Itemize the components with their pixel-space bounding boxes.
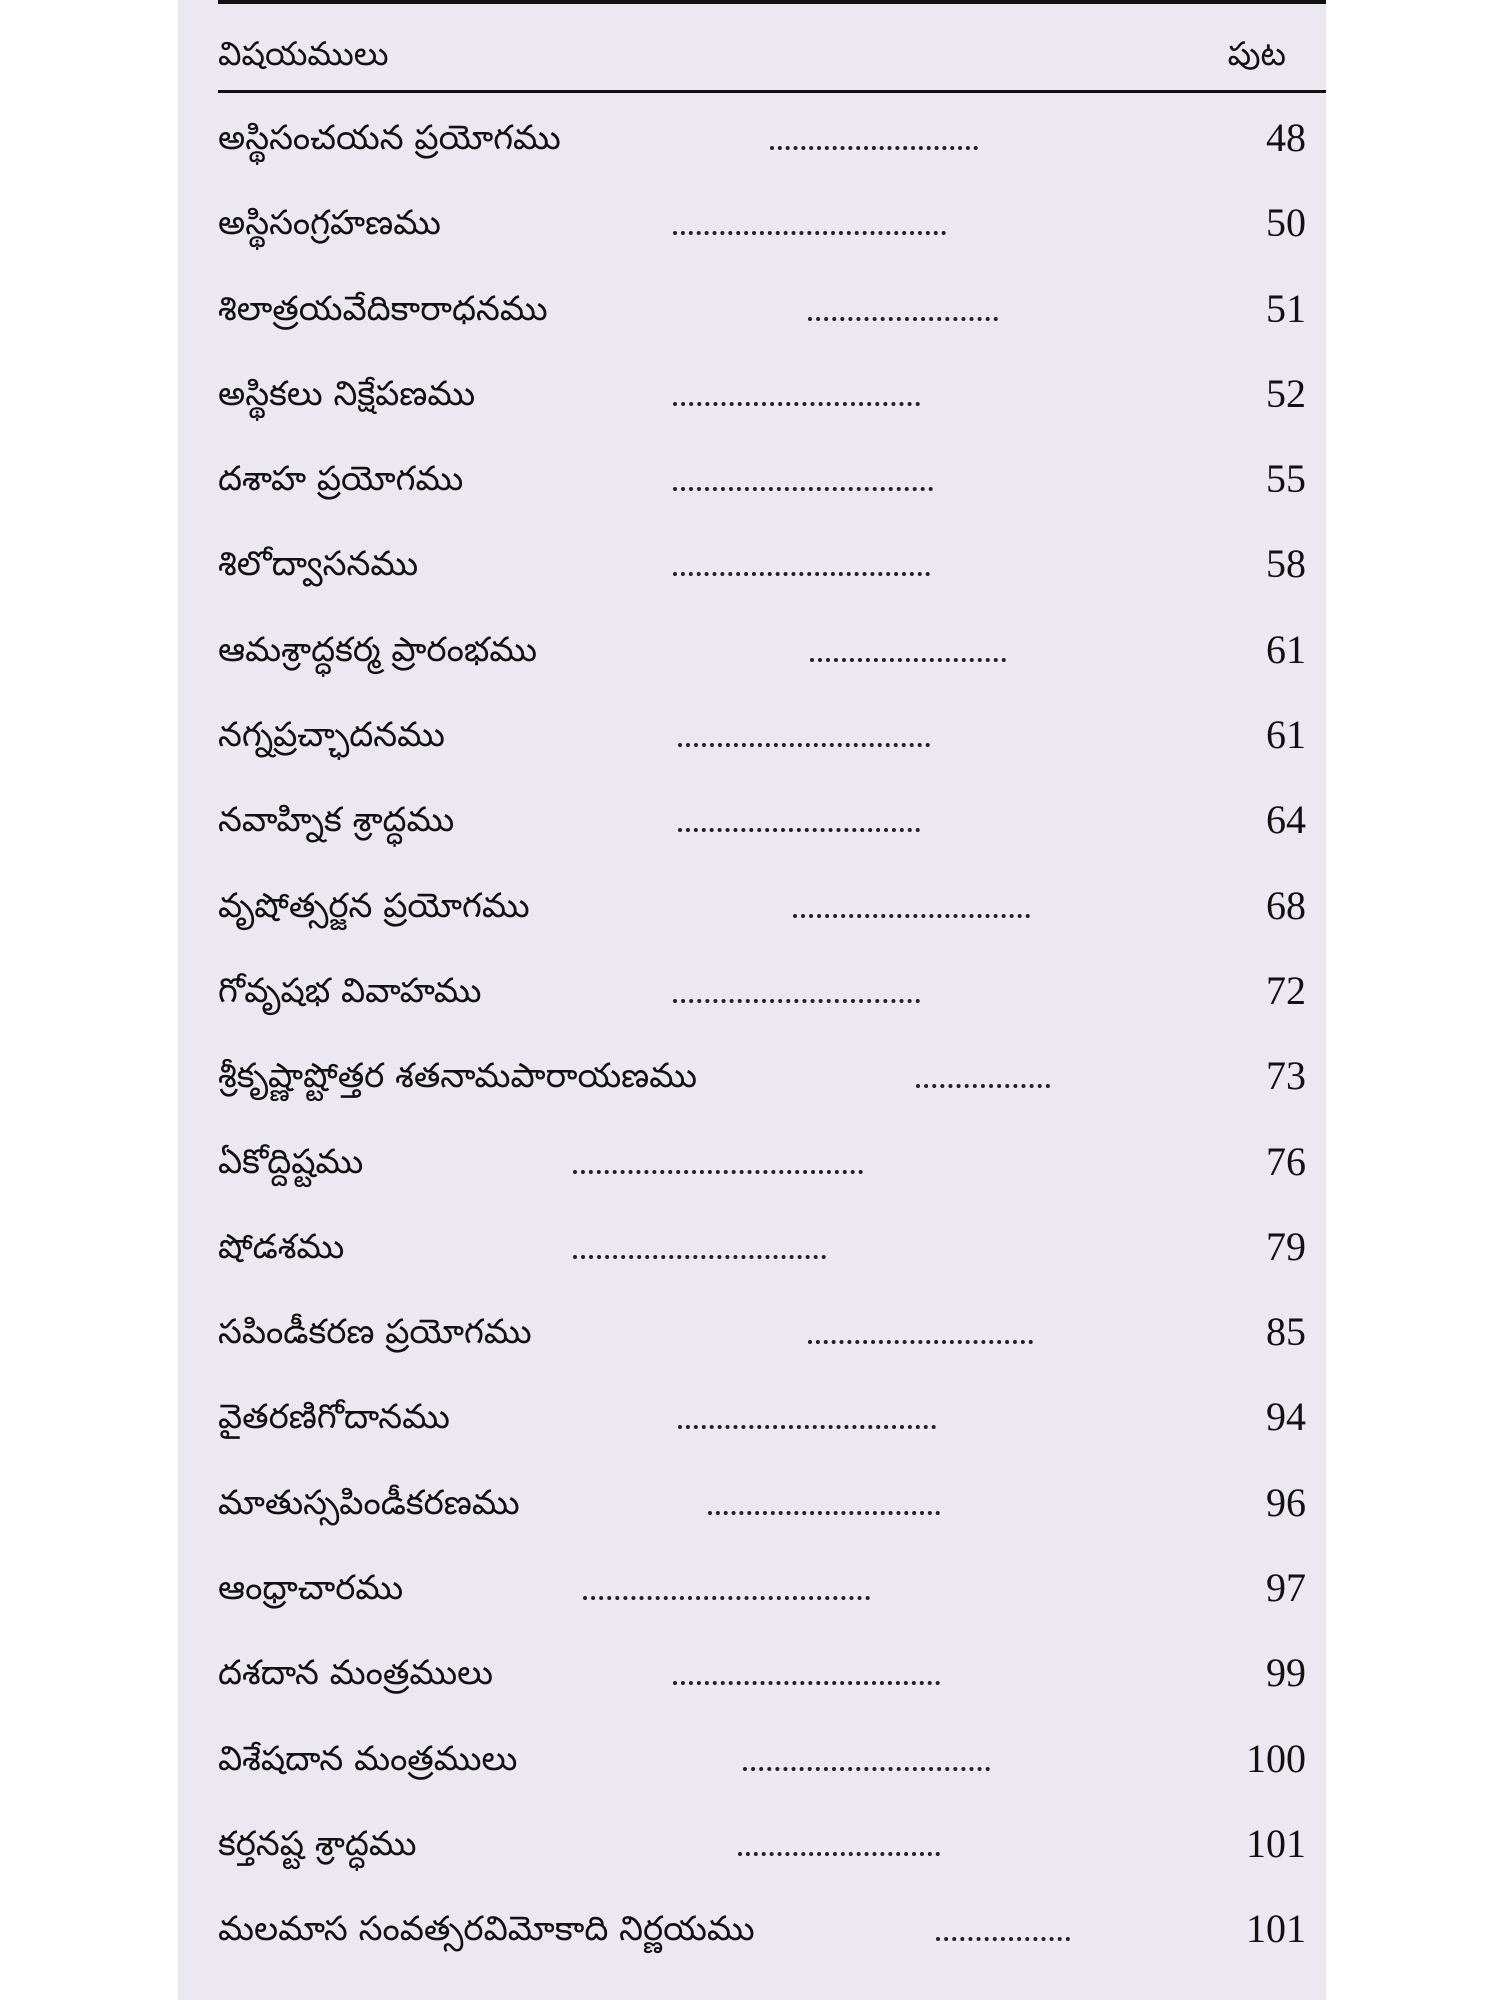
toc-entry-title: షోడశము — [218, 1226, 345, 1267]
dot-leader — [743, 1743, 990, 1771]
toc-entry — [218, 1475, 1326, 1560]
toc-entry-title: శిలాత్రయవేదికారాధనము — [218, 288, 548, 329]
dot-leader — [916, 1060, 1050, 1088]
toc-entry-title: సపిండీకరణ ప్రయోగము — [218, 1312, 532, 1353]
toc-entry — [218, 1560, 1326, 1645]
dot-leader — [808, 1316, 1033, 1344]
toc-entry-title: ఏకోద్దిష్టము — [218, 1141, 364, 1182]
toc-entry — [218, 1645, 1326, 1730]
toc-entry-title: కర్తనష్ట శ్రాద్ధము — [218, 1823, 417, 1864]
dot-leader — [738, 1828, 940, 1856]
toc-list — [218, 110, 1326, 1987]
toc-entry-page: 73 — [1266, 1053, 1306, 1099]
toc-entry — [218, 536, 1326, 621]
dot-leader — [808, 293, 998, 321]
toc-header — [218, 28, 1326, 93]
dot-leader — [673, 463, 933, 491]
dot-leader — [573, 1231, 826, 1259]
header-page: పుట — [1227, 34, 1286, 73]
toc-entry — [218, 1134, 1326, 1219]
top-rule — [218, 0, 1326, 4]
toc-entry-page: 64 — [1266, 797, 1306, 843]
header-subjects: విషయములు — [218, 34, 389, 73]
toc-entry — [218, 1389, 1326, 1474]
toc-entry-page: 72 — [1266, 967, 1306, 1013]
dot-leader — [673, 1657, 940, 1685]
toc-entry-title: అస్థిసంచయన ప్రయోగము — [218, 118, 561, 158]
toc-entry — [218, 195, 1326, 280]
dot-leader — [583, 1572, 870, 1600]
toc-entry-page: 85 — [1266, 1309, 1306, 1355]
toc-entry — [218, 622, 1326, 707]
toc-entry — [218, 451, 1326, 536]
toc-entry-page: 51 — [1266, 285, 1306, 331]
toc-entry-page: 76 — [1266, 1138, 1306, 1184]
toc-entry-page: 101 — [1246, 1820, 1306, 1866]
toc-entry-page: 61 — [1266, 626, 1306, 672]
toc-entry-page: 50 — [1266, 200, 1306, 246]
toc-entry-page: 52 — [1266, 370, 1306, 416]
toc-entry-title: శ్రీకృష్ణాష్టోత్తర శతనామపారాయణము — [218, 1056, 697, 1097]
toc-entry-title: దశదాన మంత్రములు — [218, 1653, 493, 1694]
toc-entry-title: శిలోద్వాసనము — [218, 544, 419, 585]
toc-entry-page: 94 — [1266, 1394, 1306, 1440]
dot-leader — [810, 634, 1006, 662]
dot-leader — [678, 804, 920, 832]
toc-entry — [218, 963, 1326, 1048]
toc-entry-page: 100 — [1246, 1735, 1306, 1781]
toc-entry-title: నగ్నప్రచ్ఛాదనము — [218, 715, 445, 756]
toc-entry-title: ఆంధ్రాచారము — [218, 1568, 404, 1609]
toc-entry — [218, 1816, 1326, 1901]
toc-entry-page: 55 — [1266, 456, 1306, 502]
dot-leader — [678, 1401, 936, 1429]
toc-entry — [218, 1048, 1326, 1133]
toc-entry — [218, 1219, 1326, 1304]
toc-entry-page: 101 — [1246, 1906, 1306, 1952]
dot-leader — [678, 719, 930, 747]
toc-entry-page: 79 — [1266, 1223, 1306, 1269]
dot-leader — [673, 975, 920, 1003]
toc-entry — [218, 281, 1326, 366]
toc-entry-page: 97 — [1266, 1565, 1306, 1611]
dot-leader — [673, 207, 946, 235]
toc-entry-title: విశేషదాన మంత్రములు — [218, 1738, 518, 1779]
toc-entry — [218, 707, 1326, 792]
toc-entry-title: అస్థికలు నిక్షేపణము — [218, 373, 476, 414]
toc-entry-title: అస్థిసంగ్రహణము — [218, 203, 441, 244]
toc-entry — [218, 1731, 1326, 1816]
toc-entry-page: 48 — [1266, 115, 1306, 160]
toc-entry-page: 61 — [1266, 712, 1306, 758]
dot-leader — [936, 1913, 1070, 1941]
toc-entry-title: వృషోత్సర్జన ప్రయోగము — [218, 885, 530, 926]
dot-leader — [673, 548, 930, 576]
toc-entry — [218, 792, 1326, 877]
toc-entry — [218, 1304, 1326, 1389]
toc-page — [178, 0, 1326, 2000]
toc-entry-title: మలమాస సంవత్సరవిమోకాది నిర్ణయము — [218, 1909, 755, 1950]
toc-entry-title: గోవృషభ వివాహము — [218, 970, 482, 1011]
dot-leader — [770, 122, 978, 150]
toc-entry-title: వైతరణిగోదానము — [218, 1397, 450, 1438]
toc-entry-page: 58 — [1266, 541, 1306, 587]
toc-entry-title: దశాహ ప్రయోగము — [218, 459, 464, 500]
toc-entry-title: మాతుస్సపిండీకరణము — [218, 1482, 520, 1523]
toc-entry-page: 68 — [1266, 882, 1306, 928]
toc-entry — [218, 110, 1326, 195]
toc-entry — [218, 366, 1326, 451]
dot-leader — [673, 378, 920, 406]
toc-entry — [218, 878, 1326, 963]
dot-leader — [708, 1487, 940, 1515]
toc-entry — [218, 1901, 1326, 1986]
toc-entry-page: 96 — [1266, 1479, 1306, 1525]
toc-entry-page: 99 — [1266, 1650, 1306, 1696]
dot-leader — [573, 1146, 863, 1174]
toc-entry-title: ఆమశ్రాద్ధకర్మ ప్రారంభము — [218, 629, 538, 670]
toc-entry-title: నవాహ్నిక శ్రాద్ధము — [218, 800, 455, 841]
dot-leader — [793, 890, 1030, 918]
